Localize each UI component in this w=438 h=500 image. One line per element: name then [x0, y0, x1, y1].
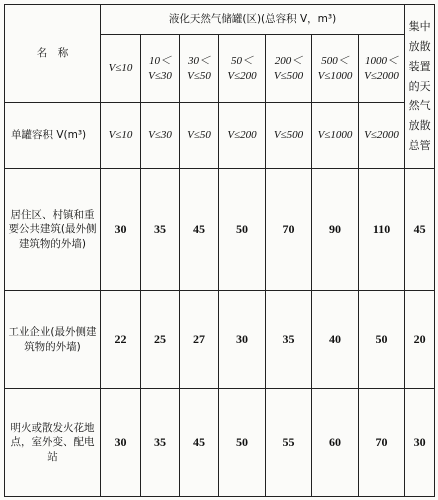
single-tank-cell: V≤10	[101, 103, 141, 169]
value-cell: 50	[359, 291, 405, 389]
range-cell: 10＜V≤30	[141, 35, 180, 103]
range-cell: 500＜V≤1000	[312, 35, 359, 103]
value-cell: 45	[180, 169, 219, 291]
range-cell: V≤10	[101, 35, 141, 103]
single-tank-cell: V≤500	[266, 103, 312, 169]
value-cell: 45	[405, 169, 435, 291]
spacing-table	[4, 4, 435, 497]
value-cell: 30	[219, 291, 266, 389]
range-cell: 50＜V≤200	[219, 35, 266, 103]
value-cell: 70	[359, 389, 405, 497]
single-tank-cell: V≤50	[180, 103, 219, 169]
range-cell: 30＜V≤50	[180, 35, 219, 103]
value-cell: 110	[359, 169, 405, 291]
name-header: 名 称	[5, 5, 101, 103]
value-cell: 25	[141, 291, 180, 389]
single-tank-label: 单罐容积 V(m³)	[5, 103, 101, 169]
header-row-1	[5, 5, 435, 35]
value-cell: 70	[266, 169, 312, 291]
row-label: 明火或散发火花地点，室外变、配电站	[5, 389, 101, 497]
table-row	[5, 169, 435, 291]
value-cell: 35	[141, 169, 180, 291]
last-col-header: 集中放散装置的天然气放散总管	[405, 5, 435, 169]
value-cell: 22	[101, 291, 141, 389]
single-tank-cell: V≤1000	[312, 103, 359, 169]
value-cell: 60	[312, 389, 359, 497]
value-cell: 27	[180, 291, 219, 389]
table-row	[5, 389, 435, 497]
range-cell: 200＜V≤500	[266, 35, 312, 103]
range-cell: 1000＜V≤2000	[359, 35, 405, 103]
single-tank-cell: V≤30	[141, 103, 180, 169]
group-title: 液化天然气储罐(区)(总容积 V，m³)	[101, 5, 405, 35]
value-cell: 50	[219, 169, 266, 291]
value-cell: 30	[101, 389, 141, 497]
value-cell: 50	[219, 389, 266, 497]
value-cell: 90	[312, 169, 359, 291]
table-row	[5, 291, 435, 389]
value-cell: 20	[405, 291, 435, 389]
value-cell: 35	[266, 291, 312, 389]
value-cell: 35	[141, 389, 180, 497]
value-cell: 45	[180, 389, 219, 497]
single-tank-row	[5, 103, 435, 169]
single-tank-cell: V≤2000	[359, 103, 405, 169]
single-tank-cell: V≤200	[219, 103, 266, 169]
row-label: 工业企业(最外侧建筑物的外墙)	[5, 291, 101, 389]
value-cell: 30	[101, 169, 141, 291]
value-cell: 40	[312, 291, 359, 389]
value-cell: 30	[405, 389, 435, 497]
value-cell: 55	[266, 389, 312, 497]
row-label: 居住区、村镇和重要公共建筑(最外侧建筑物的外墙)	[5, 169, 101, 291]
